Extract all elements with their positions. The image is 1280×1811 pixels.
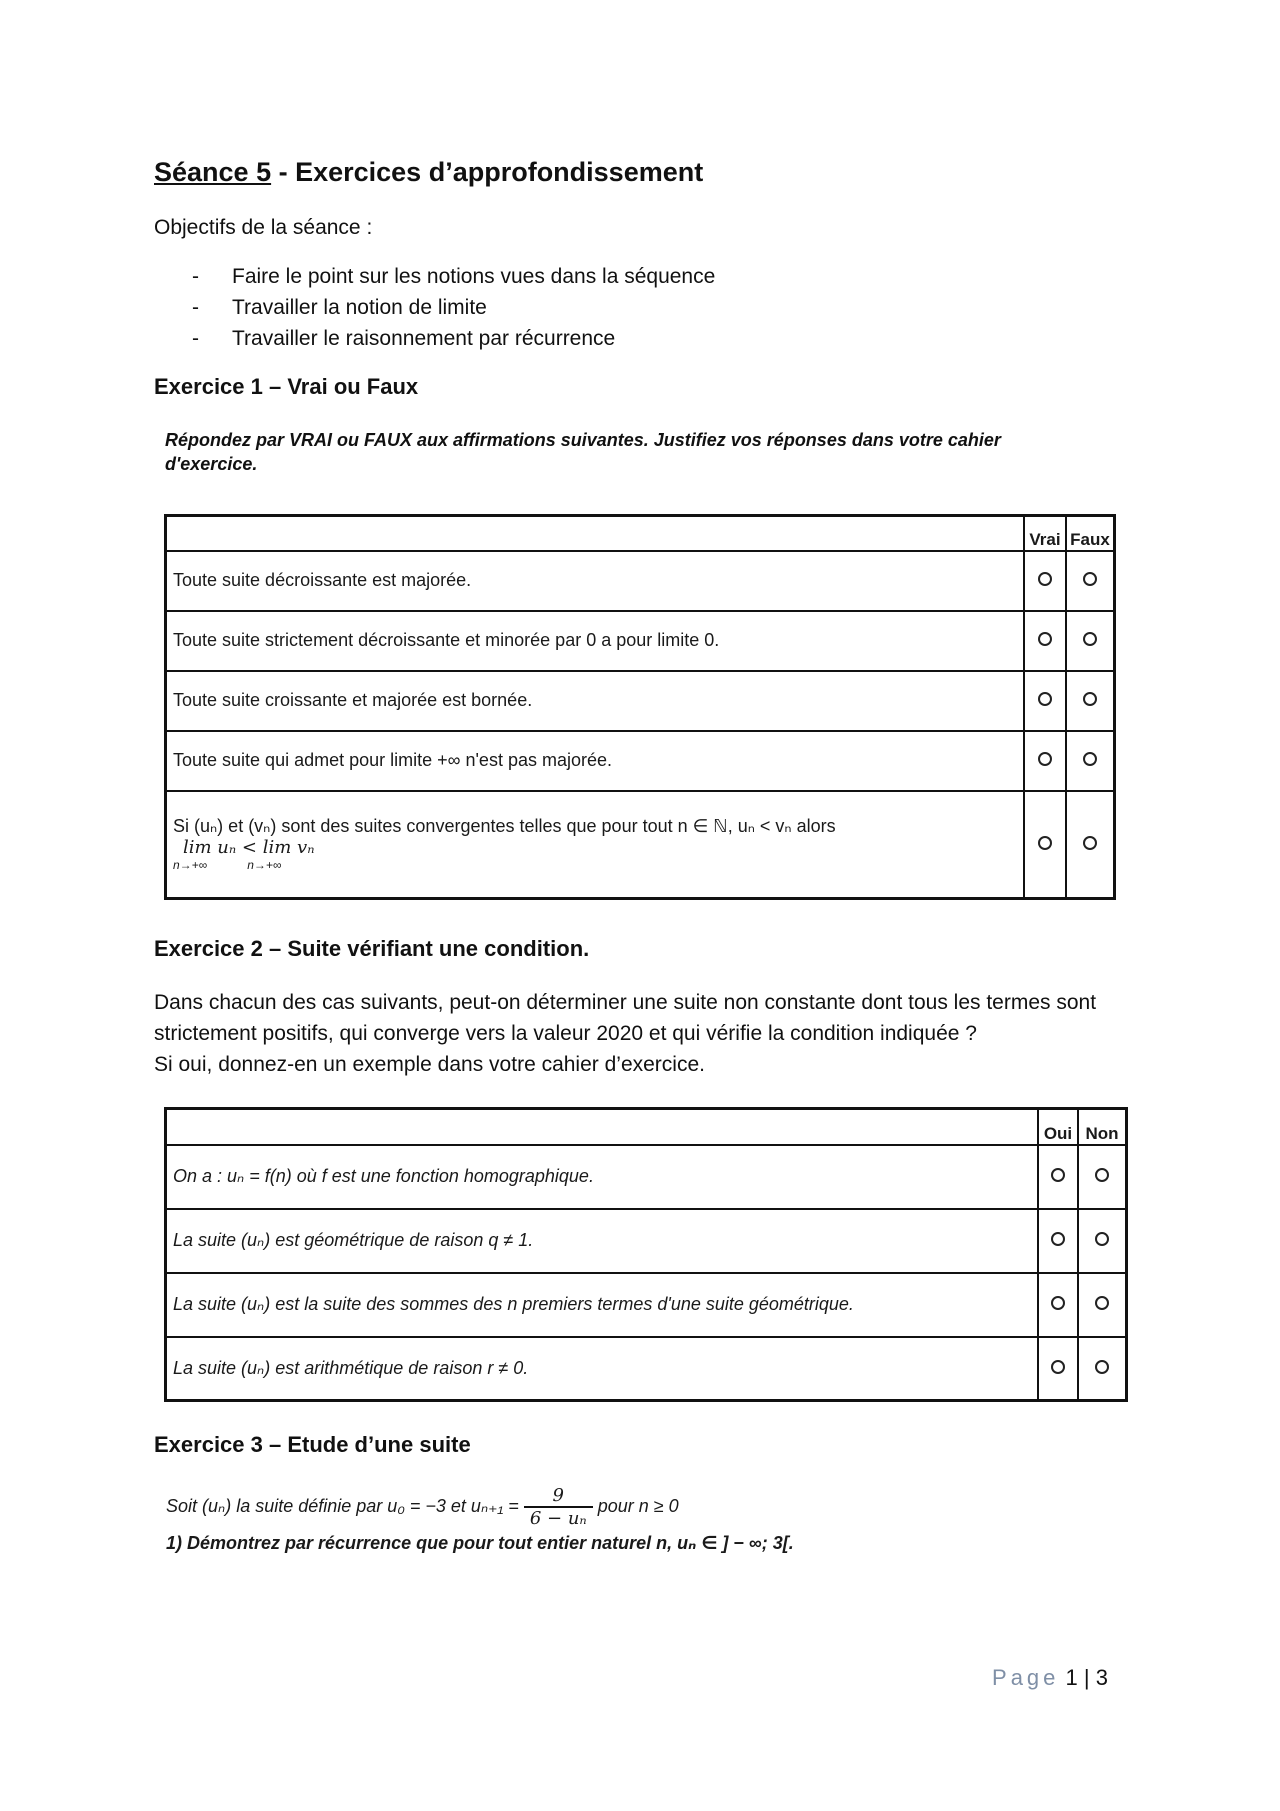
sequence-definition: Soit (uₙ) la suite définie par u₀ = −3 et uₙ₊₁ = $\frac{9}{\text{6 − uₙ}}$ pour n ≥ 0 bbox=[166, 1485, 679, 1529]
exercise-2-heading: Exercice 2 – Suite vérifiant une condition. bbox=[154, 936, 590, 961]
radio-non[interactable] bbox=[1095, 1360, 1109, 1374]
radio-faux[interactable] bbox=[1083, 692, 1097, 706]
page-title: Séance 5 - Exercices d’approfondissement bbox=[154, 157, 704, 187]
table-row bbox=[166, 1145, 1127, 1209]
exercise-1-instructions: Répondez par VRAI ou FAUX aux affirmations suivantes. Justifiez vos réponses dans votre cahier d'exercice. bbox=[165, 430, 1001, 474]
table-row bbox=[166, 1209, 1127, 1273]
radio-faux[interactable] bbox=[1083, 632, 1097, 646]
condition-text: La suite (uₙ) est la suite des sommes des n premiers termes d'une suite géométrique. bbox=[166, 1273, 1039, 1337]
exercise-3-heading: Exercice 3 – Etude d’une suite bbox=[154, 1432, 471, 1457]
statement-text: Si (uₙ) et (vₙ) sont des suites convergentes telles que pour tout n ∈ ℕ, uₙ < vₙ alors lim uₙ < lim vₙ n→+∞ n→+∞ bbox=[166, 791, 1025, 899]
column-header-faux: Faux bbox=[1066, 516, 1115, 551]
table-row bbox=[166, 1273, 1127, 1337]
table-row bbox=[166, 671, 1115, 731]
radio-vrai[interactable] bbox=[1038, 632, 1052, 646]
radio-faux[interactable] bbox=[1083, 836, 1097, 850]
fraction: $\frac{9}{\text{6 − uₙ}}$ bbox=[524, 1485, 593, 1529]
radio-vrai[interactable] bbox=[1038, 752, 1052, 766]
radio-vrai[interactable] bbox=[1038, 572, 1052, 586]
table-row bbox=[166, 731, 1115, 791]
table-header-empty bbox=[166, 1109, 1039, 1145]
table-row bbox=[166, 551, 1115, 611]
radio-vrai[interactable] bbox=[1038, 836, 1052, 850]
objectives-heading: Objectifs de la séance : bbox=[154, 216, 373, 239]
radio-oui[interactable] bbox=[1051, 1168, 1065, 1182]
statement-text: Toute suite croissante et majorée est bornée. bbox=[166, 671, 1025, 731]
radio-non[interactable] bbox=[1095, 1296, 1109, 1310]
exercise-1-heading: Exercice 1 – Vrai ou Faux bbox=[154, 374, 419, 399]
exercise-2-table bbox=[164, 1107, 1128, 1402]
radio-faux[interactable] bbox=[1083, 572, 1097, 586]
column-header-vrai: Vrai bbox=[1024, 516, 1066, 551]
radio-oui[interactable] bbox=[1051, 1360, 1065, 1374]
table-row bbox=[166, 611, 1115, 671]
exercise-3-statement bbox=[166, 1485, 794, 1554]
question-1: 1) Démontrez par récurrence que pour tout entier naturel n, uₙ ∈ ] − ∞; 3[. bbox=[166, 1533, 794, 1553]
radio-oui[interactable] bbox=[1051, 1296, 1065, 1310]
radio-non[interactable] bbox=[1095, 1232, 1109, 1246]
page-footer: Page 1 | 3 bbox=[992, 1665, 1108, 1690]
radio-faux[interactable] bbox=[1083, 752, 1097, 766]
statement-text: Toute suite décroissante est majorée. bbox=[166, 551, 1025, 611]
condition-text: La suite (uₙ) est géométrique de raison q ≠ 1. bbox=[166, 1209, 1039, 1273]
radio-vrai[interactable] bbox=[1038, 692, 1052, 706]
table-header-empty bbox=[166, 516, 1025, 551]
table-row bbox=[166, 1337, 1127, 1401]
radio-oui[interactable] bbox=[1051, 1232, 1065, 1246]
statement-text: Toute suite qui admet pour limite +∞ n'est pas majorée. bbox=[166, 731, 1025, 791]
condition-text: La suite (uₙ) est arithmétique de raison r ≠ 0. bbox=[166, 1337, 1039, 1401]
column-header-non: Non bbox=[1078, 1109, 1127, 1145]
table-row bbox=[166, 791, 1115, 899]
column-header-oui: Oui bbox=[1038, 1109, 1078, 1145]
exercise-1-table bbox=[164, 514, 1116, 900]
statement-text: Toute suite strictement décroissante et minorée par 0 a pour limite 0. bbox=[166, 611, 1025, 671]
condition-text: On a : uₙ = f(n) où f est une fonction homographique. bbox=[166, 1145, 1039, 1209]
radio-non[interactable] bbox=[1095, 1168, 1109, 1182]
exercise-2-instructions: Dans chacun des cas suivants, peut-on déterminer une suite non constante dont tous les termes sont strictement positifs, qui converge vers la valeur 2020 et qui vérifie la condition indiquée ? Si oui, donnez-en un exemple dans votre cahier d’exercice. bbox=[154, 991, 1097, 1076]
